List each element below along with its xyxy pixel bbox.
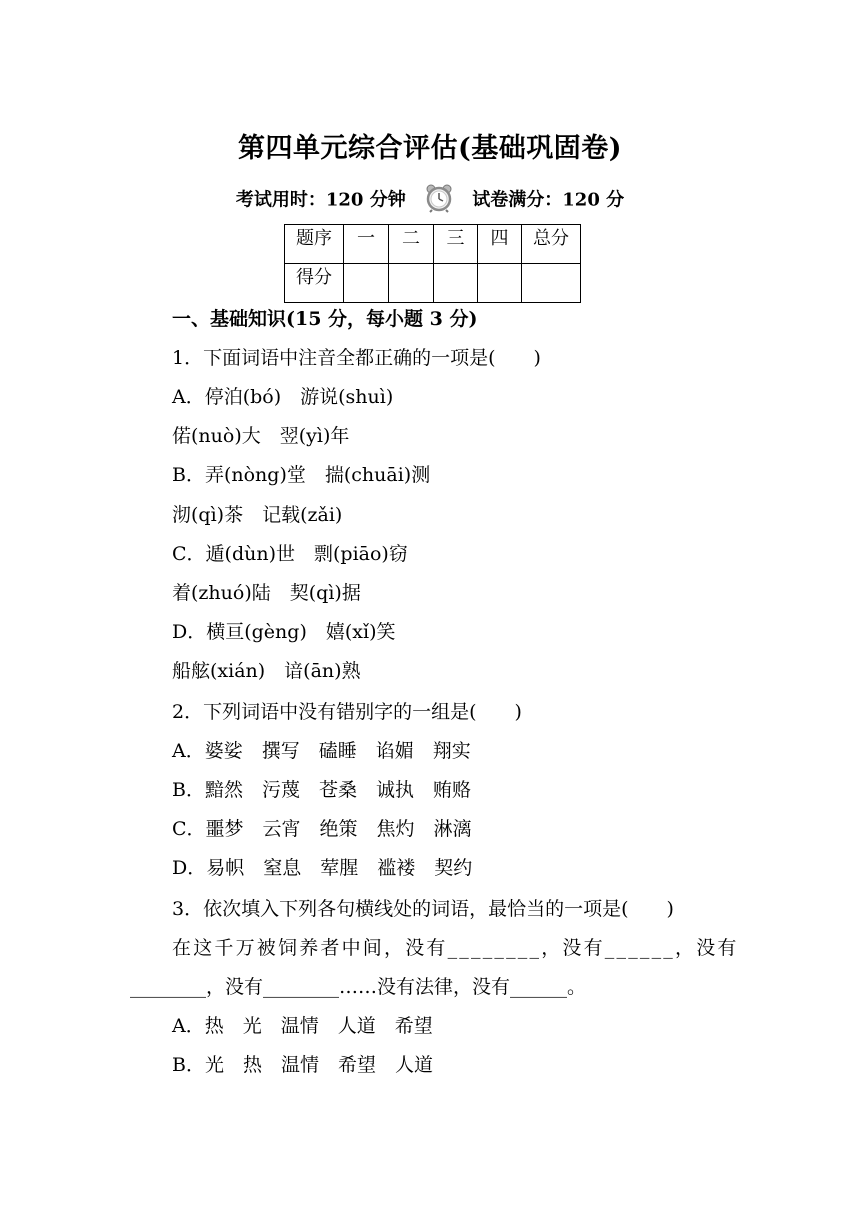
score-cell bbox=[522, 264, 581, 303]
score-cell: 三 bbox=[434, 225, 478, 264]
score-table-header-row bbox=[285, 225, 581, 264]
exam-meta bbox=[0, 183, 860, 218]
score-cell: 二 bbox=[389, 225, 434, 264]
question-3-stem: 3．依次填入下列各句横线处的词语，最恰当的一项是( ) bbox=[172, 898, 674, 920]
question-2-option-a: A．婆娑 撰写 磕睡 谄媚 翔实 bbox=[172, 740, 471, 762]
question-2-option-b: B．黯然 污蔑 苍桑 诚执 贿赂 bbox=[172, 779, 471, 801]
question-1-option-d-cont: 船舷(xián) 谙(ān)熟 bbox=[172, 660, 361, 682]
question-2-option-c: C．噩梦 云宵 绝策 焦灼 淋漓 bbox=[172, 818, 472, 840]
score-table-score-row bbox=[285, 264, 581, 303]
score-table bbox=[284, 224, 581, 303]
question-1-option-b: B．弄(nòng)堂 揣(chuāi)测 bbox=[172, 464, 431, 486]
question-3-option-a: A．热 光 温情 人道 希望 bbox=[172, 1015, 433, 1037]
score-cell bbox=[389, 264, 434, 303]
question-1-option-d: D．横亘(gèng) 嬉(xǐ)笑 bbox=[172, 621, 396, 643]
question-2-stem: 2．下列词语中没有错别字的一组是( ) bbox=[172, 701, 522, 723]
question-3-sentence-line2: ________，没有________……没有法律，没有______。 bbox=[130, 976, 587, 998]
score-cell: 得分 bbox=[285, 264, 344, 303]
score-cell: 总分 bbox=[522, 225, 581, 264]
question-1-option-a: A．停泊(bó) 游说(shuì) bbox=[172, 386, 394, 408]
exam-full-score: 试卷满分：120 分 bbox=[472, 189, 625, 211]
question-1-option-c: C．遁(dùn)世 剽(piāo)窃 bbox=[172, 543, 408, 565]
question-3-sentence-line1: 在这千万被饲养者中间，没有________，没有______，没有 bbox=[172, 937, 739, 959]
score-cell: 四 bbox=[478, 225, 522, 264]
score-cell bbox=[434, 264, 478, 303]
score-cell: 题序 bbox=[285, 225, 344, 264]
question-1-stem: 1．下面词语中注音全都正确的一项是( ) bbox=[172, 347, 541, 369]
page-title: 第四单元综合评估(基础巩固卷) bbox=[237, 133, 623, 164]
alarm-clock-icon bbox=[424, 183, 454, 218]
question-1-option-c-cont: 着(zhuó)陆 契(qì)据 bbox=[172, 582, 361, 604]
score-cell: 一 bbox=[344, 225, 389, 264]
question-1-option-a-cont: 偌(nuò)大 翌(yì)年 bbox=[172, 425, 350, 447]
section-heading: 一、基础知识(15 分，每小题 3 分) bbox=[172, 308, 478, 330]
exam-time: 考试用时：120 分钟 bbox=[235, 189, 406, 211]
score-cell bbox=[344, 264, 389, 303]
score-cell bbox=[478, 264, 522, 303]
question-3-option-b: B．光 热 温情 希望 人道 bbox=[172, 1054, 433, 1076]
question-2-option-d: D．易帜 窒息 荤腥 褴褛 契约 bbox=[172, 857, 473, 879]
question-1-option-b-cont: 沏(qì)茶 记载(zǎi) bbox=[172, 504, 343, 526]
